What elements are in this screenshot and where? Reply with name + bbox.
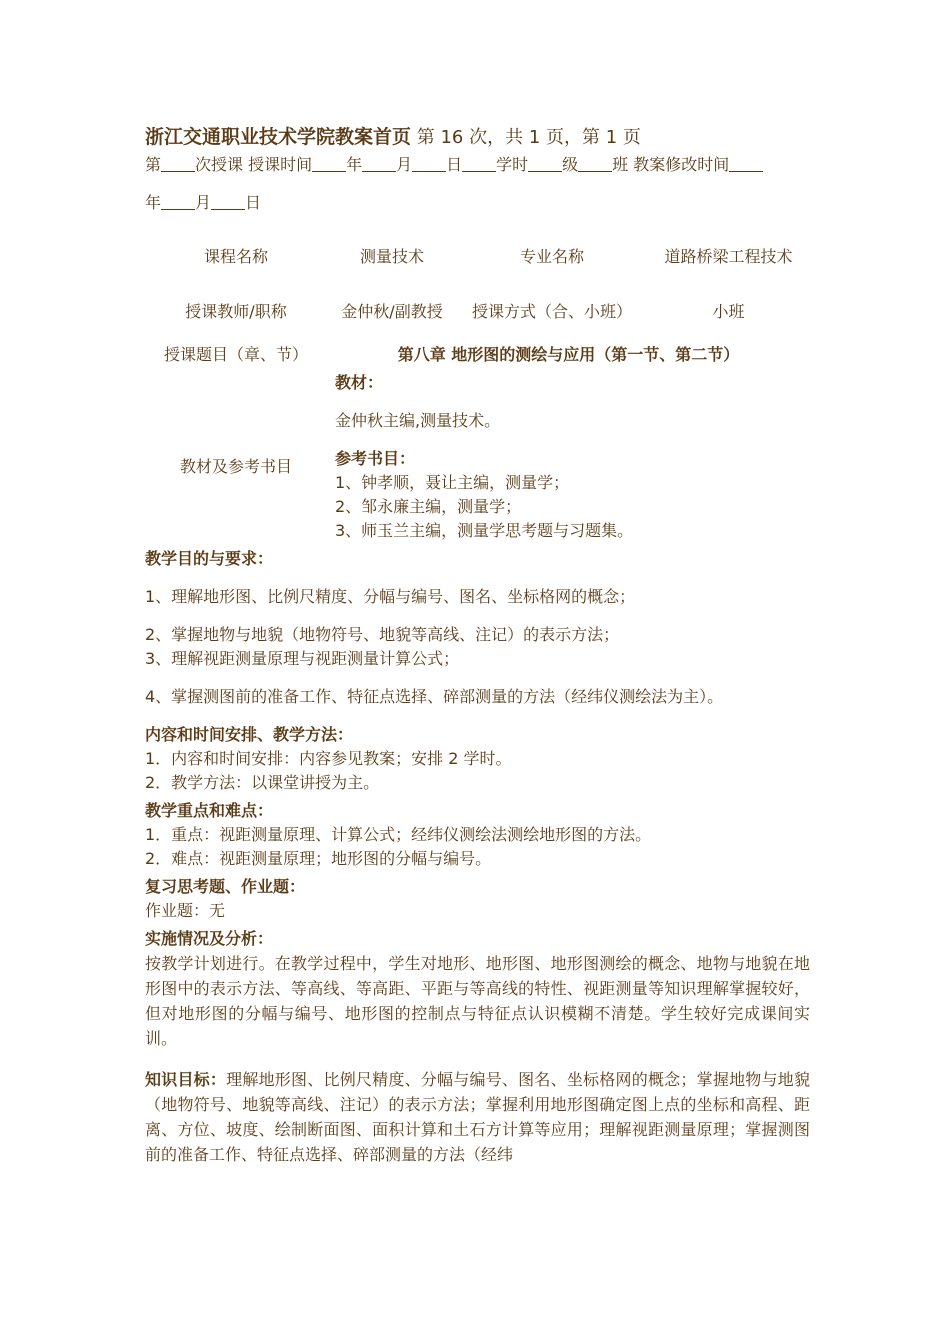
header-line xyxy=(145,124,810,151)
course-name-label: 课程名称 xyxy=(203,247,268,266)
table-row xyxy=(145,371,810,543)
blank-field xyxy=(211,193,245,210)
blank-field xyxy=(462,155,496,172)
schedule-text: 日 xyxy=(245,193,262,212)
table-row xyxy=(145,339,810,371)
course-name-value: 测量技术 xyxy=(359,247,424,266)
schedule-text: 第 xyxy=(145,155,162,174)
objectives-heading: 教学目的与要求： xyxy=(145,549,274,568)
knowledge-text: 理解地形图、比例尺精度、分幅与编号、图名、坐标格网的概念；掌握地物与地貌（地物符号、地貌等高线、注记）的表示方法；掌握利用地形图确定图上点的坐标和高程、距离、方位、坡度、绘制断面图、面积计算和土石方计算等应用；理解视距测量原理；掌握测图前的准备工作、特征点选择、碎部测量的方法（经纬 xyxy=(145,1070,810,1164)
knowledge-heading: 知识目标： xyxy=(145,1070,227,1089)
schedule-text: 日 xyxy=(446,155,463,174)
teaching-mode-label: 授课方式（合、小班） xyxy=(471,302,632,321)
page-counter: 第 16 次，共 1 页，第 1 页 xyxy=(416,127,641,148)
document-title: 浙江交通职业技术学院教案首页 xyxy=(145,126,412,148)
objective-item: 3、理解视距测量原理与视距测量计算公式； xyxy=(145,649,460,668)
blank-field xyxy=(161,155,195,172)
document-content xyxy=(145,124,810,1167)
key-point-item: 1．重点：视距测量原理、计算公式；经纬仪测绘法测绘地形图的方法。 xyxy=(145,825,652,844)
key-point-item: 2．难点：视距测量原理；地形图的分幅与编号。 xyxy=(145,849,492,868)
schedule-line-2 xyxy=(145,191,810,215)
objective-item: 4、掌握测图前的准备工作、特征点选择、碎部测量的方法（经纬仪测绘法为主）。 xyxy=(145,687,724,706)
schedule-text: 班 教案修改时间 xyxy=(612,155,730,174)
major-label: 专业名称 xyxy=(519,247,584,266)
schedule-text: 月 xyxy=(195,193,212,212)
schedule-text: 次授课 授课时间 xyxy=(195,155,313,174)
homework-text: 作业题：无 xyxy=(145,901,226,920)
blank-field xyxy=(729,155,763,172)
topic-value: 第八章 地形图的测绘与应用（第一节、第二节） xyxy=(397,345,740,364)
blank-field xyxy=(362,155,396,172)
schedule-text: 学时 xyxy=(496,155,529,174)
schedule-text: 年 xyxy=(145,193,162,212)
arrangement-item: 1．内容和时间安排：内容参见教案；安排 2 学时。 xyxy=(145,749,512,768)
reference-item: 3、师玉兰主编，测量学思考题与习题集。 xyxy=(335,521,634,540)
knowledge-objective xyxy=(145,1067,810,1167)
major-value: 道路桥梁工程技术 xyxy=(664,247,793,266)
blank-field xyxy=(312,155,346,172)
analysis-text: 按教学计划进行。在教学过程中，学生对地形、地形图、地形图测绘的概念、地物与地貌在地形图中的表示方法、等高线、等高距、平距与等高线的特性、视距测量等知识理解掌握较好，但对地形图的分幅与编号、地形图的控制点与特征点认识模糊不清楚。学生较好完成课间实训。 xyxy=(145,954,810,1048)
schedule-text: 年 xyxy=(346,155,363,174)
books-cell xyxy=(327,371,810,543)
arrangement-item: 2．教学方法：以课堂讲授为主。 xyxy=(145,773,380,792)
teacher-value: 金仲秋/副教授 xyxy=(341,302,443,321)
teaching-mode-value: 小班 xyxy=(712,302,745,321)
schedule-line-1 xyxy=(145,153,810,177)
textbook-value: 金仲秋主编,测量技术。 xyxy=(335,411,501,430)
textbook-heading: 教材： xyxy=(335,373,384,392)
teacher-label: 授课教师/职称 xyxy=(185,302,287,321)
table-row xyxy=(145,229,810,285)
references-heading: 参考书目： xyxy=(335,449,416,468)
blank-field xyxy=(578,155,612,172)
table-row xyxy=(145,285,810,339)
reference-item: 2、邹永廉主编，测量学； xyxy=(335,497,522,516)
topic-label: 授课题目（章、节） xyxy=(163,345,308,364)
blank-field xyxy=(528,155,562,172)
objective-item: 2、掌握地物与地貌（地物符号、地貌等高线、注记）的表示方法； xyxy=(145,625,620,644)
schedule-text: 月 xyxy=(396,155,413,174)
analysis-heading: 实施情况及分析： xyxy=(145,929,274,948)
blank-field xyxy=(161,193,195,210)
objective-item: 1、理解地形图、比例尺精度、分幅与编号、图名、坐标格网的概念； xyxy=(145,587,636,606)
reference-item: 1、钟孝顺，聂让主编，测量学； xyxy=(335,473,570,492)
homework-heading: 复习思考题、作业题： xyxy=(145,877,306,896)
key-points-heading: 教学重点和难点： xyxy=(145,801,274,820)
blank-field xyxy=(412,155,446,172)
course-info-table xyxy=(145,229,810,543)
schedule-text: 级 xyxy=(562,155,579,174)
books-label: 教材及参考书目 xyxy=(179,457,292,476)
arrangement-heading: 内容和时间安排、教学方法： xyxy=(145,725,354,744)
